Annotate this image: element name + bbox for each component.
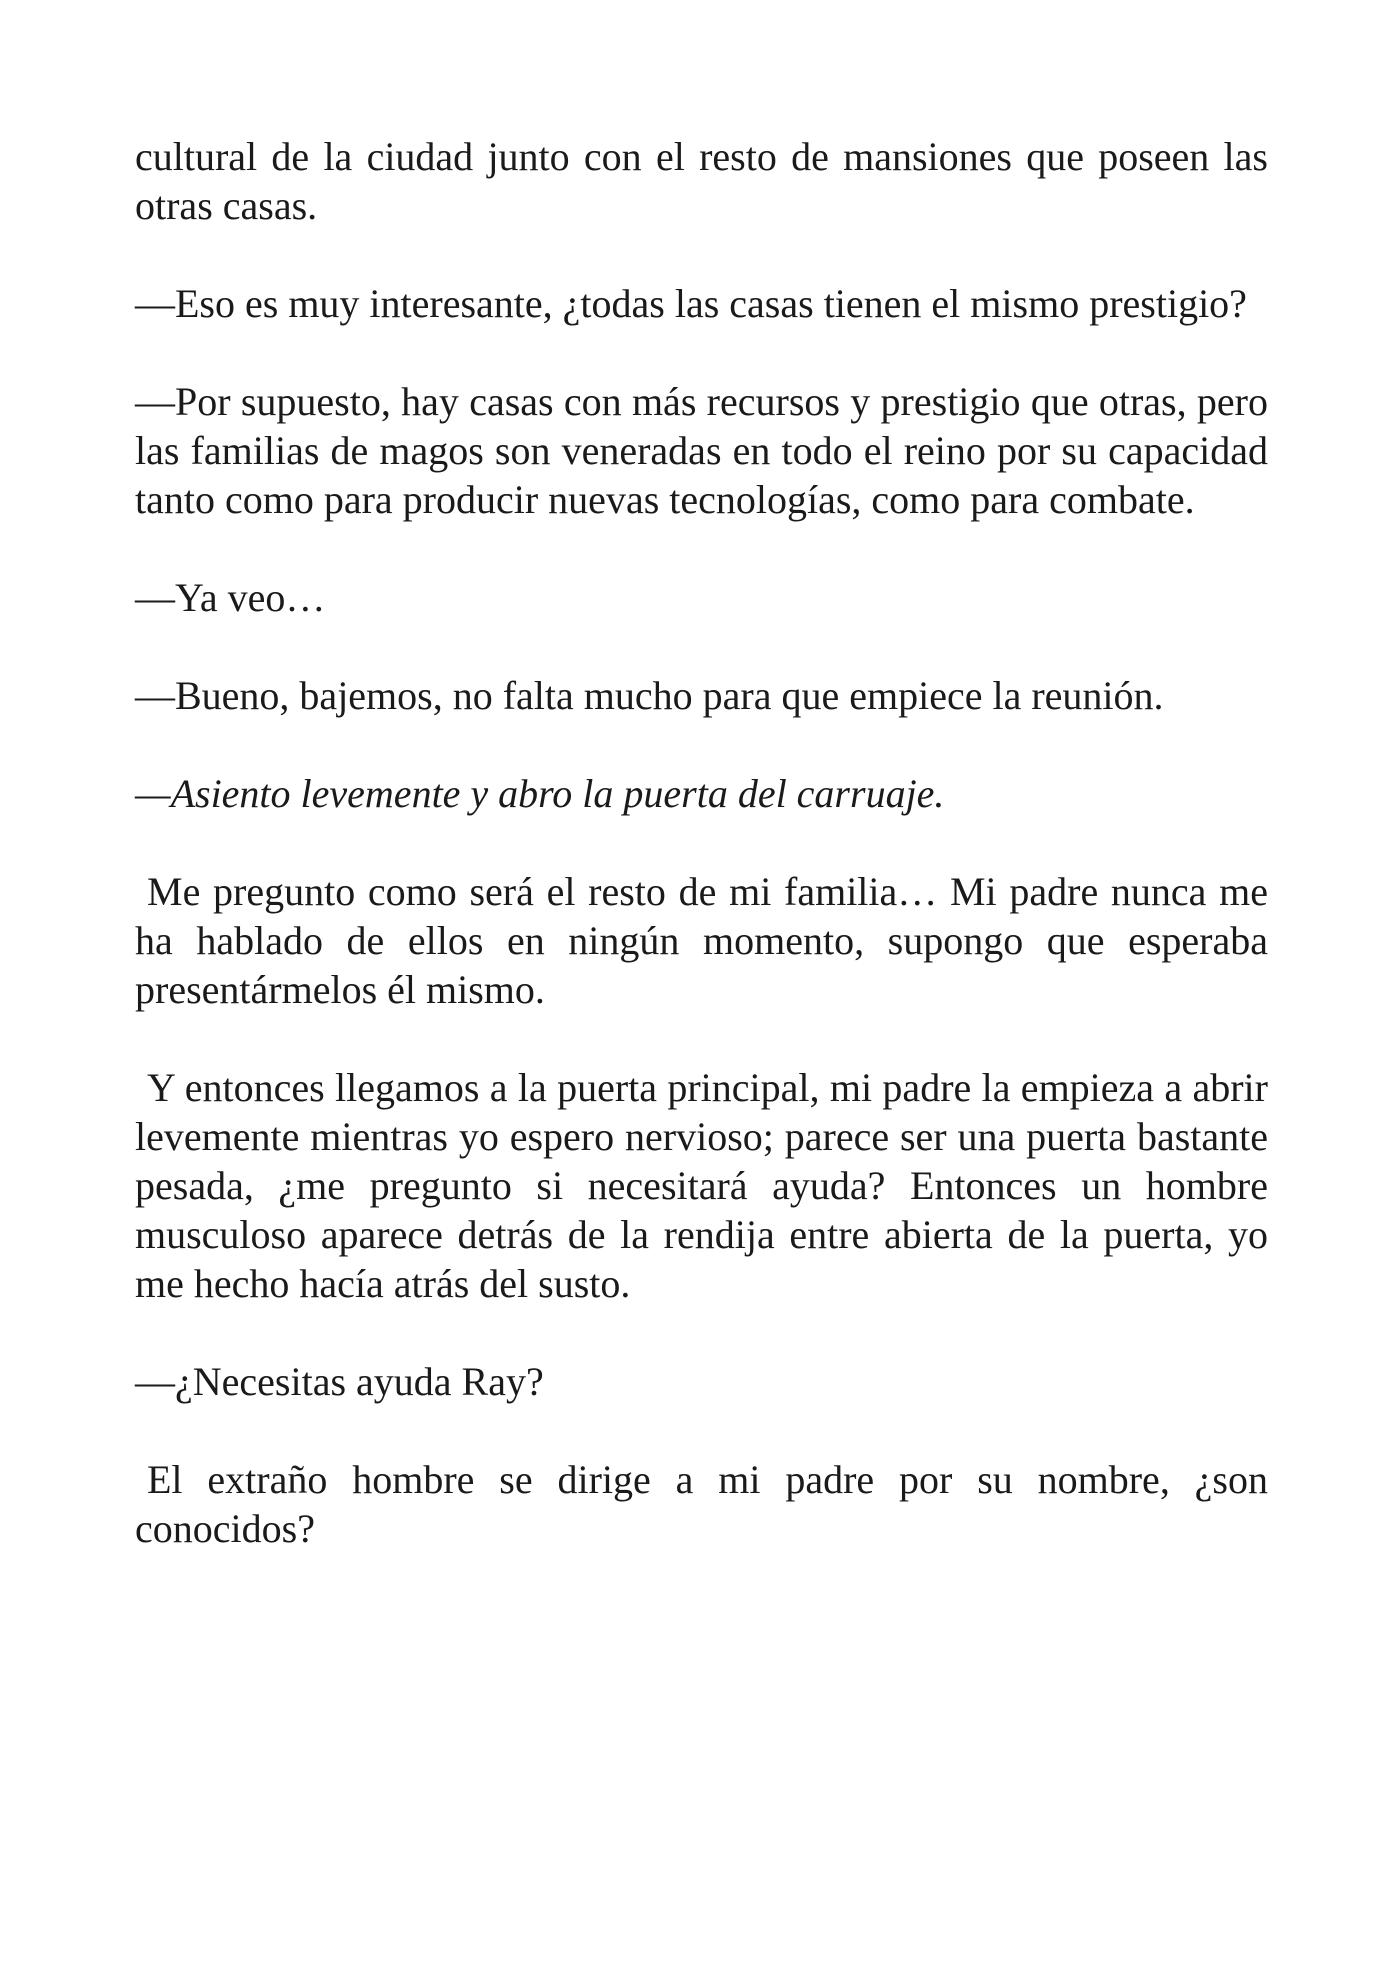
- paragraph-7: Me pregunto como será el resto de mi familia… Mi padre nunca me ha hablado de ellos en ningún momento, supongo que esperaba presentármelos él mismo.: [135, 869, 1268, 1012]
- document-page: [135, 132, 1268, 1602]
- paragraph-2: —Eso es muy interesante, ¿todas las casas tienen el mismo prestigio?: [135, 281, 1247, 326]
- paragraph-8: Y entonces llegamos a la puerta principal, mi padre la empieza a abrir levemente mientras yo espero nervioso; parece ser una puerta bastante pesada, ¿me pregunto si necesitará ayuda? Entonces un hombre musculoso aparece detrás de la rendija entre abierta de la puerta, yo me hecho hacía atrás del susto.: [135, 1065, 1268, 1306]
- paragraph-6: —Asiento levemente y abro la puerta del carruaje.: [135, 771, 945, 816]
- paragraph-3: —Por supuesto, hay casas con más recursos y prestigio que otras, pero las familias de magos son veneradas en todo el reino por su capacidad tanto como para producir nuevas tecnologías, como para combate.: [135, 379, 1268, 522]
- paragraph-9: —¿Necesitas ayuda Ray?: [135, 1359, 544, 1404]
- paragraph-10: El extraño hombre se dirige a mi padre por su nombre, ¿son conocidos?: [135, 1457, 1268, 1551]
- paragraph-4: —Ya veo…: [135, 575, 326, 620]
- paragraph-1: cultural de la ciudad junto con el resto de mansiones que poseen las otras casas.: [135, 134, 1268, 228]
- paragraph-5: —Bueno, bajemos, no falta mucho para que empiece la reunión.: [135, 673, 1164, 718]
